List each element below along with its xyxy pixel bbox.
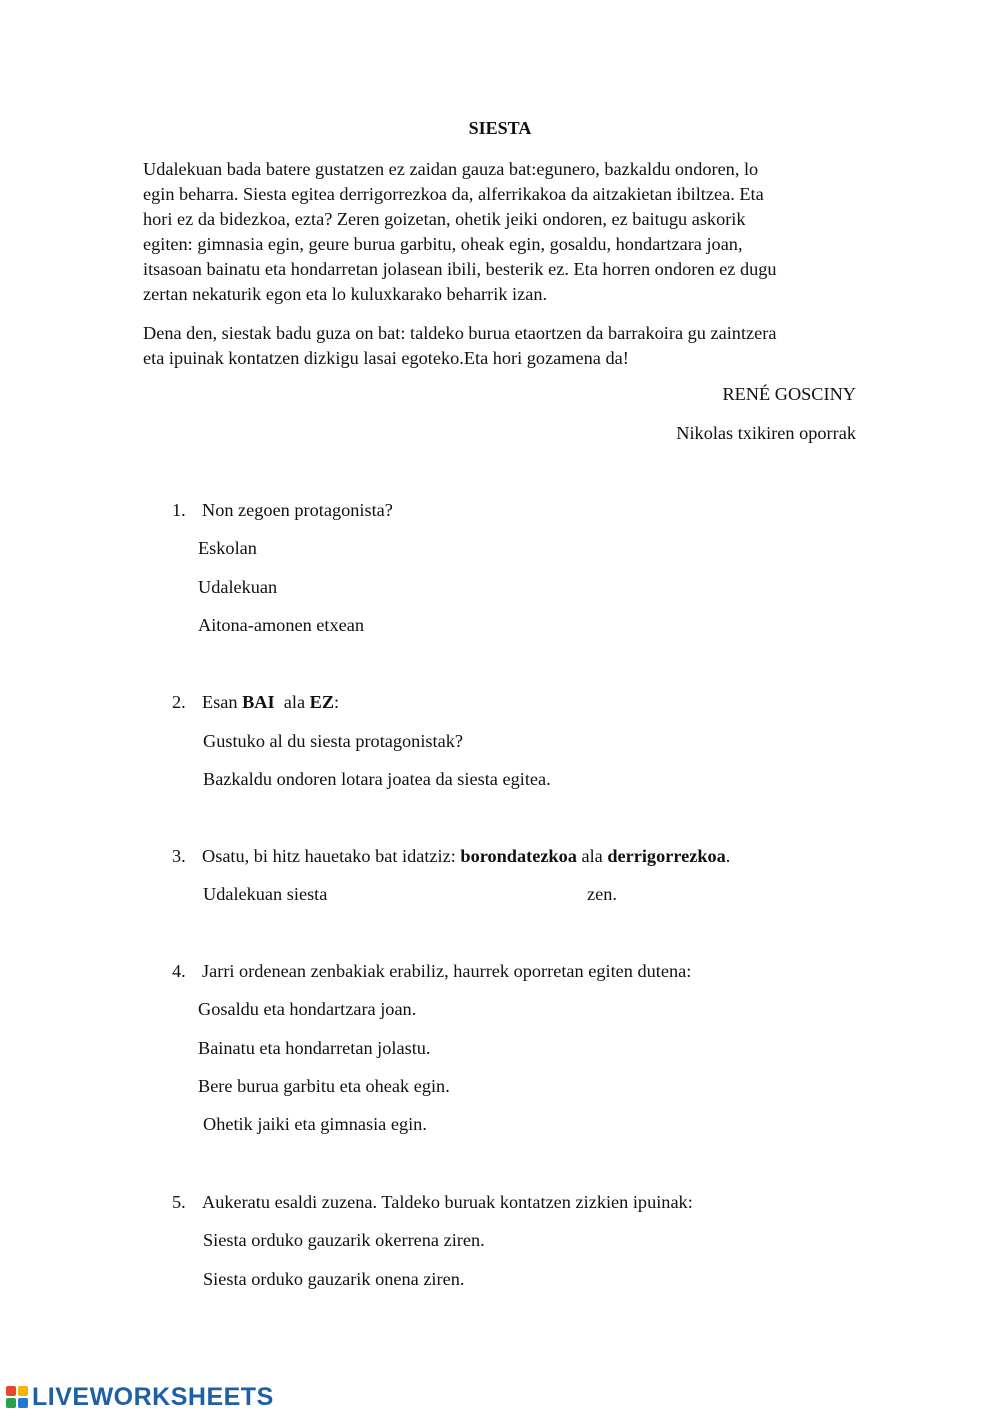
q2-middle: ala xyxy=(274,692,310,712)
question-5-text: Aukeratu esaldi zuzena. Taldeko buruak kontatzen zizkien ipuinak: xyxy=(202,1192,693,1212)
q1-option-eskolan[interactable]: Eskolan xyxy=(198,538,257,558)
logo-square-blue xyxy=(18,1398,28,1408)
q2-item-1: Gustuko al du siesta protagonistak? xyxy=(203,731,463,751)
paragraph-line: egiten: gimnasia egin, geure burua garbitu, oheak egin, gosaldu, hondartzara joan, xyxy=(143,234,743,254)
q2-suffix: : xyxy=(334,692,340,712)
book-title: Nikolas txikiren oporrak xyxy=(676,423,856,443)
logo-square-red xyxy=(6,1386,16,1396)
page-title: SIESTA xyxy=(468,118,532,138)
q4-item-4: Ohetik jaiki eta gimnasia egin. xyxy=(203,1114,427,1134)
paragraph-line: Dena den, siestak badu guza on bat: taldeko burua etaortzen da barrakoira gu zaintzera xyxy=(143,323,777,343)
author: RENÉ GOSCINY xyxy=(722,384,856,404)
paragraph-line: itsasoan bainatu eta hondarretan jolasean ibili, besterik ez. Eta horren ondoren ez dugu xyxy=(143,259,777,279)
question-2-text xyxy=(202,692,339,713)
q4-item-2: Bainatu eta hondarretan jolastu. xyxy=(198,1038,431,1058)
question-1-text: Non zegoen protagonista? xyxy=(202,500,393,520)
paragraph-line: Udalekuan bada batere gustatzen ez zaidan gauza bat:egunero, bazkaldu ondoren, lo xyxy=(143,159,759,179)
liveworksheets-logo-icon xyxy=(6,1386,28,1408)
q3-answer-blank[interactable] xyxy=(350,880,575,906)
question-4-text: Jarri ordenean zenbakiak erabiliz, haurrek oporretan egiten dutena: xyxy=(202,961,692,981)
q3-derrigorrezkoa: derrigorrezkoa xyxy=(607,846,726,866)
q2-prefix: Esan xyxy=(202,692,243,712)
question-3-text xyxy=(202,846,730,867)
q3-suffix: . xyxy=(725,846,731,866)
q4-item-3: Bere burua garbitu eta oheak egin. xyxy=(198,1076,450,1096)
liveworksheets-logo xyxy=(6,1382,274,1412)
question-3-number: 3. xyxy=(172,846,186,866)
logo-square-yellow xyxy=(18,1386,28,1396)
paragraph-line: eta ipuinak kontatzen dizkigu lasai egoteko.Eta hori gozamena da! xyxy=(143,348,629,368)
q2-item-2: Bazkaldu ondoren lotara joatea da siesta egitea. xyxy=(203,769,551,789)
paragraph-1 xyxy=(143,157,858,307)
q4-item-1: Gosaldu eta hondartzara joan. xyxy=(198,999,417,1019)
q5-option-1[interactable]: Siesta orduko gauzarik okerrena ziren. xyxy=(203,1230,485,1250)
q2-ez: EZ xyxy=(309,692,335,712)
q3-middle: ala xyxy=(576,846,608,866)
q3-sentence-end: zen. xyxy=(587,884,617,904)
question-1-number: 1. xyxy=(172,500,186,520)
logo-square-green xyxy=(6,1398,16,1408)
q3-sentence-start: Udalekuan siesta xyxy=(203,884,328,904)
q5-option-2[interactable]: Siesta orduko gauzarik onena ziren. xyxy=(203,1269,465,1289)
question-2-number: 2. xyxy=(172,692,186,712)
q1-option-aitona-amonen[interactable]: Aitona-amonen etxean xyxy=(198,615,364,635)
paragraph-2 xyxy=(143,321,858,371)
question-5-number: 5. xyxy=(172,1192,186,1212)
q2-bai: BAI xyxy=(242,692,275,712)
q1-option-udalekuan[interactable]: Udalekuan xyxy=(198,577,278,597)
paragraph-line: egin beharra. Siesta egitea derrigorrezkoa da, alferrikakoa da aitzakietan ibiltzea. Eta xyxy=(143,184,764,204)
q3-prefix: Osatu, bi hitz hauetako bat idatziz: xyxy=(202,846,461,866)
logo-text: LIVEWORKSHEETS xyxy=(32,1382,274,1411)
paragraph-line: hori ez da bidezkoa, ezta? Zeren goizetan, ohetik jeiki ondoren, ez baitugu askorik xyxy=(143,209,746,229)
paragraph-line: zertan nekaturik egon eta lo kuluxkarako beharrik izan. xyxy=(143,284,548,304)
question-4-number: 4. xyxy=(172,961,186,981)
q3-borondatezkoa: borondatezkoa xyxy=(460,846,577,866)
